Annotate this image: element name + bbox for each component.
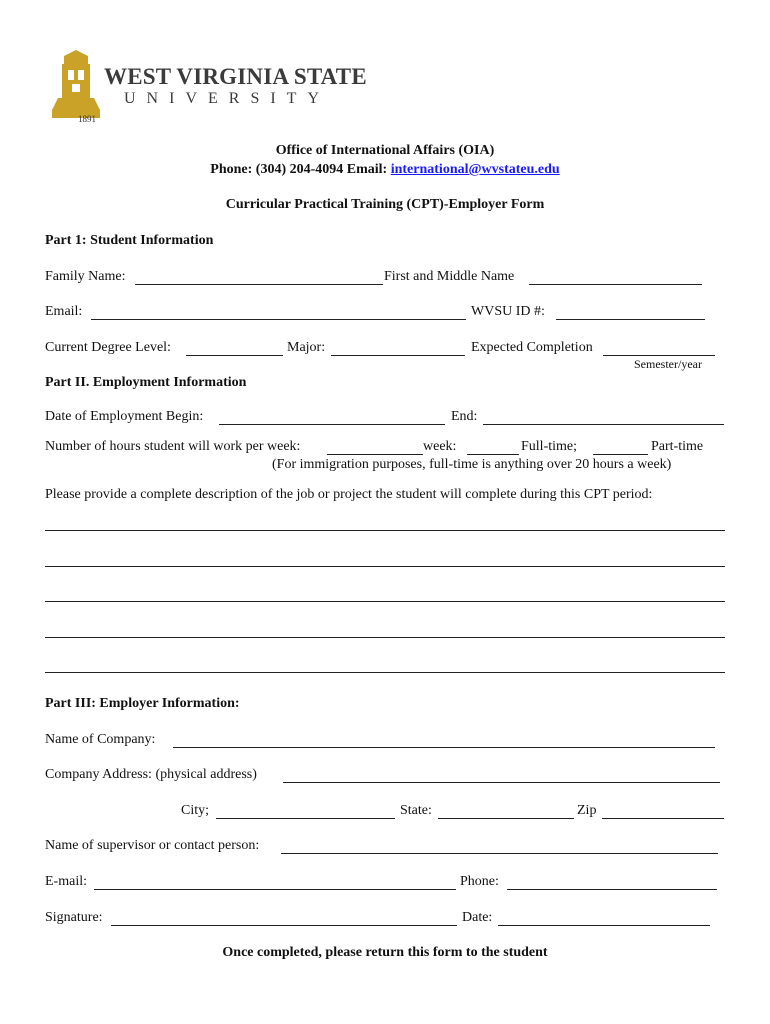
supervisor-label: Name of supervisor or contact person: — [45, 838, 260, 853]
contact-line — [0, 162, 770, 178]
end-label: End: — [451, 409, 478, 424]
state-field[interactable] — [438, 818, 574, 819]
wvsu-id-field[interactable] — [556, 319, 705, 320]
description-line[interactable] — [45, 672, 725, 673]
week-label: week: — [423, 439, 457, 454]
zip-field[interactable] — [602, 818, 724, 819]
full-time-note: (For immigration purposes, full-time is anything over 20 hours a week) — [272, 457, 672, 472]
company-name-label: Name of Company: — [45, 732, 156, 747]
office-title: Office of International Affairs (OIA) — [275, 143, 495, 158]
employer-email-label: E-mail: — [45, 874, 87, 889]
supervisor-field[interactable] — [281, 853, 718, 854]
description-prompt: Please provide a complete description of the job or project the student will complete during this CPT period: — [45, 487, 653, 502]
signature-label: Signature: — [45, 910, 103, 925]
company-address-label: Company Address: (physical address) — [45, 767, 257, 782]
student-email-field[interactable] — [91, 319, 466, 320]
degree-level-field[interactable] — [186, 355, 283, 356]
bell-tower-icon — [50, 48, 102, 124]
family-name-field[interactable] — [135, 284, 383, 285]
expected-completion-field[interactable] — [603, 355, 715, 356]
first-middle-label: First and Middle Name — [384, 269, 515, 284]
signature-date-field[interactable] — [498, 925, 710, 926]
full-time-label: Full-time; — [521, 439, 577, 454]
city-field[interactable] — [216, 818, 395, 819]
full-time-field[interactable] — [467, 454, 519, 455]
family-name-label: Family Name: — [45, 269, 126, 284]
date-label: Date: — [462, 910, 493, 925]
oia-email-link[interactable]: international@wvstateu.edu — [390, 162, 560, 177]
contact-prefix: Phone: (304) 204-4094 Email: — [210, 162, 391, 177]
description-line[interactable] — [45, 566, 725, 567]
phone-label: Phone: — [460, 874, 499, 889]
email-label: Email: — [45, 304, 83, 319]
logo-year: 1891 — [78, 114, 96, 124]
expected-completion-label: Expected Completion — [471, 340, 593, 355]
city-label: City; — [181, 803, 210, 818]
employer-email-field[interactable] — [94, 889, 456, 890]
part-time-field[interactable] — [593, 454, 648, 455]
description-line[interactable] — [45, 637, 725, 638]
zip-label: Zip — [577, 803, 597, 818]
degree-level-label: Current Degree Level: — [45, 340, 171, 355]
hours-label: Number of hours student will work per week: — [45, 439, 301, 454]
date-begin-field[interactable] — [219, 424, 445, 425]
end-date-field[interactable] — [483, 424, 724, 425]
signature-field[interactable] — [111, 925, 457, 926]
description-line[interactable] — [45, 601, 725, 602]
part1-heading: Part 1: Student Information — [45, 233, 214, 248]
wvsu-id-label: WVSU ID #: — [471, 304, 545, 319]
logo-line2: UNIVERSITY — [124, 90, 330, 107]
company-name-field[interactable] — [173, 747, 715, 748]
major-label: Major: — [287, 340, 326, 355]
form-title: Curricular Practical Training (CPT)-Employer Form — [225, 197, 545, 212]
state-label: State: — [400, 803, 432, 818]
semester-year-hint: Semester/year — [634, 357, 702, 371]
part-time-label: Part-time — [651, 439, 704, 454]
company-address-field[interactable] — [283, 782, 720, 783]
part3-heading: Part III: Employer Information: — [45, 696, 240, 711]
logo-line1: WEST VIRGINIA STATE — [104, 64, 367, 89]
description-line[interactable] — [45, 530, 725, 531]
date-begin-label: Date of Employment Begin: — [45, 409, 204, 424]
part2-heading: Part II. Employment Information — [45, 375, 247, 390]
hours-field[interactable] — [327, 454, 423, 455]
phone-field[interactable] — [507, 889, 717, 890]
return-instruction: Once completed, please return this form to the student — [222, 945, 548, 960]
first-middle-field[interactable] — [529, 284, 702, 285]
major-field[interactable] — [331, 355, 465, 356]
